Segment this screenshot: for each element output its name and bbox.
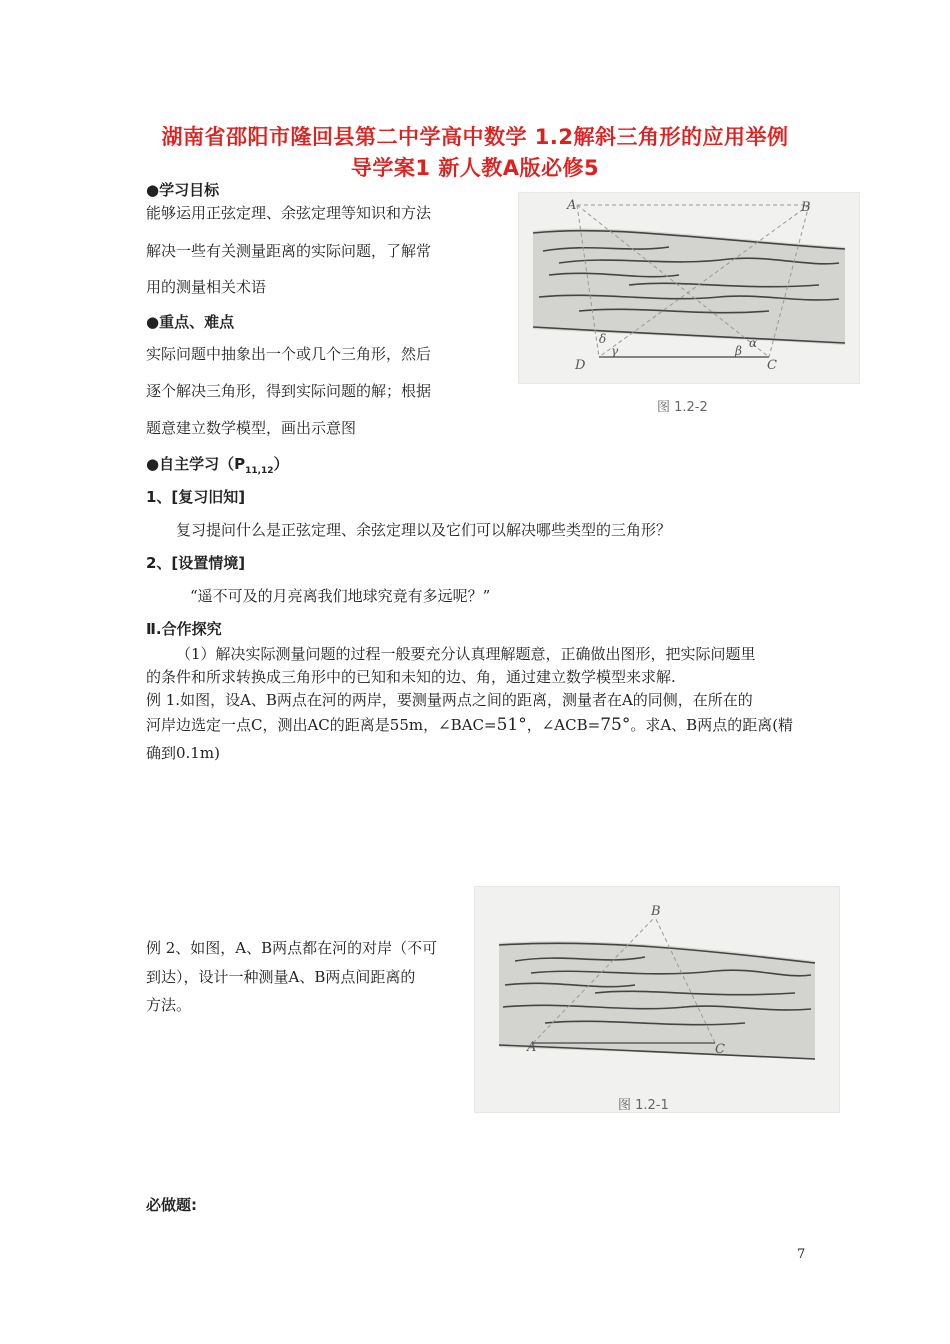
example1-line-2: 河岸边选定一点C，测出AC的距离是55m，∠BAC=51°，∠ACB=75°。求A、B两点的距离(精 bbox=[146, 715, 794, 735]
figure-1-2-1-diagram bbox=[475, 887, 839, 1112]
figure-caption-1-2-2: 图 1.2-2 bbox=[657, 400, 708, 415]
coop-line-2: 的条件和所求转换成三角形中的已知和未知的边、角，通过建立数学模型来求解. bbox=[146, 668, 676, 686]
keypoints-line-1: 实际问题中抽象出一个或几个三角形，然后 bbox=[146, 345, 432, 363]
figure-river-ab-opposite bbox=[474, 886, 840, 1113]
label-alpha: α bbox=[749, 336, 758, 350]
label-a: A bbox=[567, 198, 577, 213]
label-delta: δ bbox=[599, 332, 607, 346]
angle-bac-value: 51° bbox=[496, 715, 527, 735]
page-title-line2: 导学案1 新人教A版必修5 bbox=[350, 156, 600, 180]
example2-line-3: 方法。 bbox=[146, 996, 192, 1014]
label-a-bottom: A bbox=[527, 1040, 537, 1055]
objectives-heading: ●学习目标 bbox=[146, 181, 220, 199]
scenario-text: “遥不可及的月亮离我们地球究竟有多远呢？” bbox=[190, 587, 491, 605]
label-c-bottom: C bbox=[715, 1042, 725, 1057]
figure-caption-1-2-1: 图 1.2-1 bbox=[618, 1098, 669, 1113]
selfstudy-heading: ●自主学习$(P_{11,12})$ bbox=[146, 455, 289, 476]
keypoints-line-2: 逐个解决三角形，得到实际问题的解；根据 bbox=[146, 382, 432, 400]
figure-river-measurement-d bbox=[518, 192, 860, 384]
coop-line-1: （1）解决实际测量问题的过程一般要充分认真理解题意，正确做出图形，把实际问题里 bbox=[176, 645, 756, 663]
keypoints-line-3: 题意建立数学模型，画出示意图 bbox=[146, 419, 357, 437]
review-heading: 1、[复习旧知] bbox=[146, 488, 246, 506]
figure-1-2-2-diagram bbox=[519, 193, 859, 383]
review-text: 复习提问什么是正弦定理、余弦定理以及它们可以解决哪些类型的三角形？ bbox=[176, 521, 672, 539]
coop-heading: Ⅱ.合作探究 bbox=[146, 620, 222, 638]
required-heading: 必做题: bbox=[146, 1196, 197, 1214]
angle-acb-value: 75° bbox=[600, 715, 631, 735]
page-title-line1: 湖南省邵阳市隆回县第二中学高中数学 1.2解斜三角形的应用举例 bbox=[161, 125, 789, 149]
keypoints-heading: ●重点、难点 bbox=[146, 313, 235, 331]
example1-line-1: 例 1.如图，设A、B两点在河的两岸，要测量两点之间的距离，测量者在A的同侧，在所在的 bbox=[146, 691, 753, 709]
page-number: 7 bbox=[797, 1247, 806, 1262]
scenario-heading: 2、[设置情境] bbox=[146, 554, 246, 572]
label-c: C bbox=[767, 358, 777, 373]
objectives-line-1: 能够运用正弦定理、余弦定理等知识和方法 bbox=[146, 204, 432, 222]
objectives-line-2: 解决一些有关测量距离的实际问题，了解常 bbox=[146, 242, 432, 260]
example2-line-2: 到达），设计一种测量A、B两点间距离的 bbox=[146, 968, 416, 986]
example1-line-3: 确到0.1m) bbox=[146, 744, 220, 762]
label-b: B bbox=[801, 200, 811, 215]
objectives-line-3: 用的测量相关术语 bbox=[146, 278, 267, 296]
label-d: D bbox=[575, 358, 586, 373]
label-gamma: γ bbox=[611, 344, 619, 358]
label-beta: β bbox=[735, 344, 742, 358]
label-b-bottom: B bbox=[651, 904, 661, 919]
example2-line-1: 例 2、如图，A、B两点都在河的对岸（不可 bbox=[146, 939, 438, 957]
